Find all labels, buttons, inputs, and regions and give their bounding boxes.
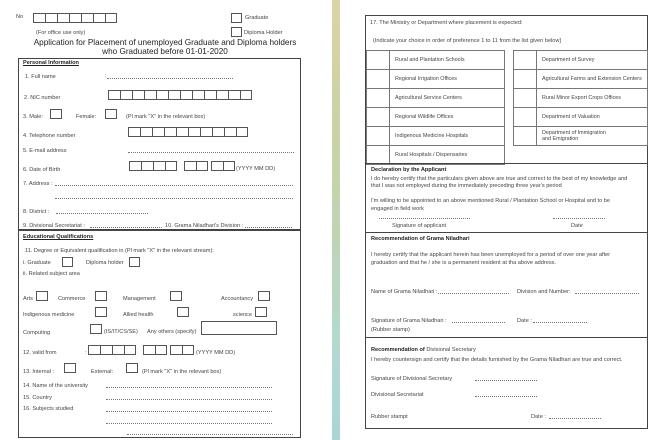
graduate-stream-label: i. Graduate — [23, 260, 51, 266]
ds-date-field[interactable] — [549, 418, 601, 419]
option-label: Department of Survey — [537, 51, 648, 70]
preference-row — [514, 127, 648, 146]
science-label: science — [233, 312, 252, 318]
valid-from-day-boxes[interactable] — [170, 345, 194, 355]
subjects-studied-line-1[interactable] — [106, 411, 272, 412]
q11-label: 11. Degree or Equivalent qualification in (Pl mark "X" in the relevant stream): — [25, 248, 214, 254]
preference-rank-input[interactable] — [514, 51, 537, 70]
ds-title-bold: Recommendation of — [371, 347, 425, 353]
colon: : — [105, 73, 107, 79]
computing-label: Computing — [23, 330, 51, 336]
valid-from-year-boxes[interactable] — [88, 345, 136, 355]
no-label: No — [16, 14, 24, 20]
office-use-note: (For office use only) — [36, 30, 86, 36]
option-label: Regional Wildlife Offices — [390, 108, 505, 127]
any-others-input[interactable] — [201, 321, 277, 335]
preference-row — [514, 51, 648, 70]
accountancy-checkbox[interactable] — [258, 291, 270, 301]
ds-title — [371, 348, 476, 354]
university-field[interactable] — [106, 387, 272, 388]
nic-label: 2. NIC number — [24, 95, 61, 101]
preference-row — [367, 146, 505, 165]
personal-info-section — [18, 58, 301, 230]
divider — [365, 232, 648, 233]
option-label: Agricultural Service Centers — [390, 89, 505, 108]
telephone-label: 4. Telephone number — [23, 133, 76, 139]
grama-date-label: Date : — [517, 318, 532, 324]
ds-text: I hereby countersign and certify that the details furnished by the Grama Niladhari are true and correct. — [371, 357, 623, 363]
address-line-2[interactable] — [55, 198, 293, 199]
option-label: Regional Irrigation Offices — [390, 70, 505, 89]
male-label: 3. Male: — [23, 114, 43, 120]
grama-signature-field[interactable] — [452, 322, 505, 323]
preference-rank-input[interactable] — [367, 108, 390, 127]
option-label: Rural and Plantation Schools — [390, 51, 505, 70]
female-checkbox[interactable] — [105, 109, 117, 119]
full-name-field[interactable] — [107, 78, 233, 79]
external-checkbox[interactable] — [126, 363, 138, 373]
grama-name-label: Name of Grama Niladhari : — [371, 289, 438, 295]
option-label: Department of Valuation — [537, 108, 648, 127]
ds-secretariat-label: Divisional Secretariat — [371, 392, 424, 398]
ds-title-rest: Divisional Secretary — [426, 347, 476, 353]
dob-day-boxes[interactable] — [211, 161, 235, 171]
preference-row — [367, 51, 505, 70]
preference-row — [514, 108, 648, 127]
grama-text-1: I hereby certify that the applicant herein has been unemployed for a period of over one year after — [371, 252, 611, 258]
subjects-studied-line-2[interactable] — [106, 423, 272, 424]
male-checkbox[interactable] — [50, 109, 62, 119]
declaration-title: Declaration by the Applicant — [371, 167, 447, 173]
address-label: 7. Address : — [23, 181, 53, 187]
preference-row — [367, 89, 505, 108]
ds-signature-field[interactable] — [475, 380, 537, 381]
diploma-holder-label: Diploma Holder — [244, 30, 283, 36]
form-title — [0, 39, 330, 56]
allied-health-checkbox[interactable] — [177, 307, 189, 317]
preference-row — [367, 108, 505, 127]
gn-division-label: 10. Grama Niladhari's Division : — [165, 223, 244, 229]
science-checkbox[interactable] — [255, 307, 267, 317]
diploma-holder-checkbox[interactable] — [231, 27, 242, 37]
full-name-label: 1. Full name — [25, 74, 56, 80]
preference-rank-input[interactable] — [367, 146, 390, 165]
preference-rank-input[interactable] — [367, 51, 390, 70]
preference-table-left — [366, 50, 505, 165]
preference-rank-input[interactable] — [514, 127, 537, 146]
preference-row — [514, 70, 648, 89]
preference-rank-input[interactable] — [367, 89, 390, 108]
book-spine — [332, 0, 340, 440]
gn-division-field[interactable] — [245, 227, 292, 228]
graduate-checkbox[interactable] — [231, 13, 242, 23]
title-line-1: Application for Placement of unemployed Graduate and Diploma holders — [33, 38, 297, 47]
grama-name-field[interactable] — [438, 293, 509, 294]
option-label: Agricultural Farms and Extension Centers — [537, 70, 648, 89]
external-label: External: — [91, 369, 114, 375]
grama-date-field[interactable] — [533, 322, 587, 323]
district-label: 8. District : — [23, 209, 50, 215]
preference-rank-input[interactable] — [514, 70, 537, 89]
ds-rubber-stamp: Rubber stampt — [371, 414, 408, 420]
indigenous-medicine-checkbox[interactable] — [95, 307, 107, 317]
dob-year-boxes[interactable] — [129, 161, 177, 171]
option-label: Rural Hospitals / Dispensaries — [390, 146, 505, 165]
valid-from-month-boxes[interactable] — [143, 345, 167, 355]
dob-month-boxes[interactable] — [184, 161, 208, 171]
dob-label: 6. Date of Birth — [23, 167, 61, 173]
q17-hint: (Indicate your choice in order of preference 1 to 11 from the list given below] — [373, 38, 562, 44]
nic-number-boxes[interactable] — [108, 90, 252, 100]
preference-table-right — [513, 50, 648, 146]
declaration-text-1: I do hereby certify that the particulars given above are true and correct to the best of my knowledge and — [371, 176, 628, 182]
internal-external-hint: (Pl mark "X" in the relevant box) — [142, 369, 222, 375]
preference-row — [514, 89, 648, 108]
accountancy-label: Accountancy — [221, 296, 254, 302]
commerce-label: Commerce — [58, 296, 86, 302]
applicant-date-label: Date — [571, 223, 583, 229]
division-number-field[interactable] — [575, 293, 639, 294]
computing-checkbox[interactable] — [90, 324, 102, 334]
divider — [365, 163, 648, 164]
indigenous-medicine-label: Indigenous medicine — [23, 312, 75, 318]
gender-hint: (Pl mark "X" in the relevant box) — [126, 114, 206, 120]
commerce-checkbox[interactable] — [95, 291, 107, 301]
grama-signature-label: Signature of Grama Niladhari : — [371, 318, 447, 324]
personal-info-title: Personal Information — [23, 60, 79, 66]
any-others-label: Any others (specify) — [147, 329, 197, 335]
ds-secretariat-field[interactable] — [475, 396, 537, 397]
graduate-stream-checkbox[interactable] — [62, 257, 73, 267]
title-line-2: who Graduated before 01-01-2020 — [102, 46, 228, 56]
internal-checkbox[interactable] — [64, 363, 76, 373]
email-label: 5. E-mail address — [23, 148, 67, 154]
preference-row — [367, 70, 505, 89]
ds-signature-label: Signature of Divisional Secretary — [371, 376, 453, 382]
email-field[interactable] — [128, 152, 294, 153]
grama-rubber-stamp: (Rubber stamp) — [371, 327, 410, 333]
option-label: Department of Immigration and Emigration — [537, 127, 648, 146]
ds-date-label: Date : — [531, 414, 546, 420]
district-field[interactable] — [56, 213, 148, 214]
country-field[interactable] — [106, 399, 272, 400]
preference-rank-input[interactable] — [514, 108, 537, 127]
declaration-text-2: that I was not employed during the immediately preceding three year's period — [371, 183, 562, 189]
diploma-stream-checkbox[interactable] — [129, 257, 140, 267]
related-subject-label: ii. Related subject area — [23, 271, 80, 277]
divider — [365, 337, 648, 338]
declaration-text-4: engaged in field work — [371, 206, 424, 212]
colon: : — [85, 350, 87, 356]
management-checkbox[interactable] — [170, 291, 182, 301]
diploma-stream-label: Diploma holder — [86, 260, 124, 266]
division-number-label: Division and Number: — [517, 289, 571, 295]
university-label: 14. Name of the university — [23, 383, 88, 389]
allied-health-label: Allied health — [123, 312, 154, 318]
q17-label: 17. The Ministry or Department where placement is expected: — [370, 20, 523, 26]
valid-from-format: (YYYY MM DD) — [196, 350, 236, 356]
preference-row — [367, 127, 505, 146]
option-label: Rural Minor Export Crops Offices — [537, 89, 648, 108]
grama-text-2: graduation and that he / she is a permanent resident at tha above address. — [371, 260, 557, 266]
applicant-date-field[interactable] — [553, 218, 605, 219]
arts-label: Arts — [23, 296, 33, 302]
valid-from-label: 12. valid from — [23, 350, 57, 356]
graduate-label: Graduate — [245, 15, 269, 21]
arts-checkbox[interactable] — [36, 291, 48, 301]
dob-format: (YYYY MM DD) — [236, 166, 276, 172]
divisional-secretariat-label: 9. Divisional Secretariat : — [23, 223, 85, 229]
computing-note: (IS/IT/CS/SE) — [104, 329, 138, 335]
applicant-signature-field[interactable] — [379, 218, 470, 219]
subjects-studied-label: 16. Subjects studied — [23, 406, 74, 412]
declaration-text-3: I'm willing to be appointed to an above mentioned Rural / Plantation School or Hospital and to be — [371, 198, 610, 204]
preference-rank-input[interactable] — [367, 127, 390, 146]
management-label: Management — [123, 296, 156, 302]
telephone-boxes[interactable] — [128, 127, 248, 137]
internal-label: 13. Internal : — [23, 369, 55, 375]
grama-title: Recommendation of Grama Niladhari — [371, 236, 470, 242]
address-line-1[interactable] — [55, 185, 293, 186]
preference-rank-input[interactable] — [367, 70, 390, 89]
applicant-signature-label: Signature of applicant — [392, 223, 447, 229]
preference-rank-input[interactable] — [514, 89, 537, 108]
country-label: 15. Country — [23, 395, 52, 401]
option-label: Indigenous Medicine Hospitals — [390, 127, 505, 146]
female-label: Female: — [76, 114, 97, 120]
office-number-boxes[interactable] — [33, 13, 117, 23]
divisional-secretariat-field[interactable] — [90, 227, 162, 228]
education-title: Educational Qualifications — [23, 234, 94, 240]
subjects-studied-line-3[interactable] — [127, 434, 293, 435]
